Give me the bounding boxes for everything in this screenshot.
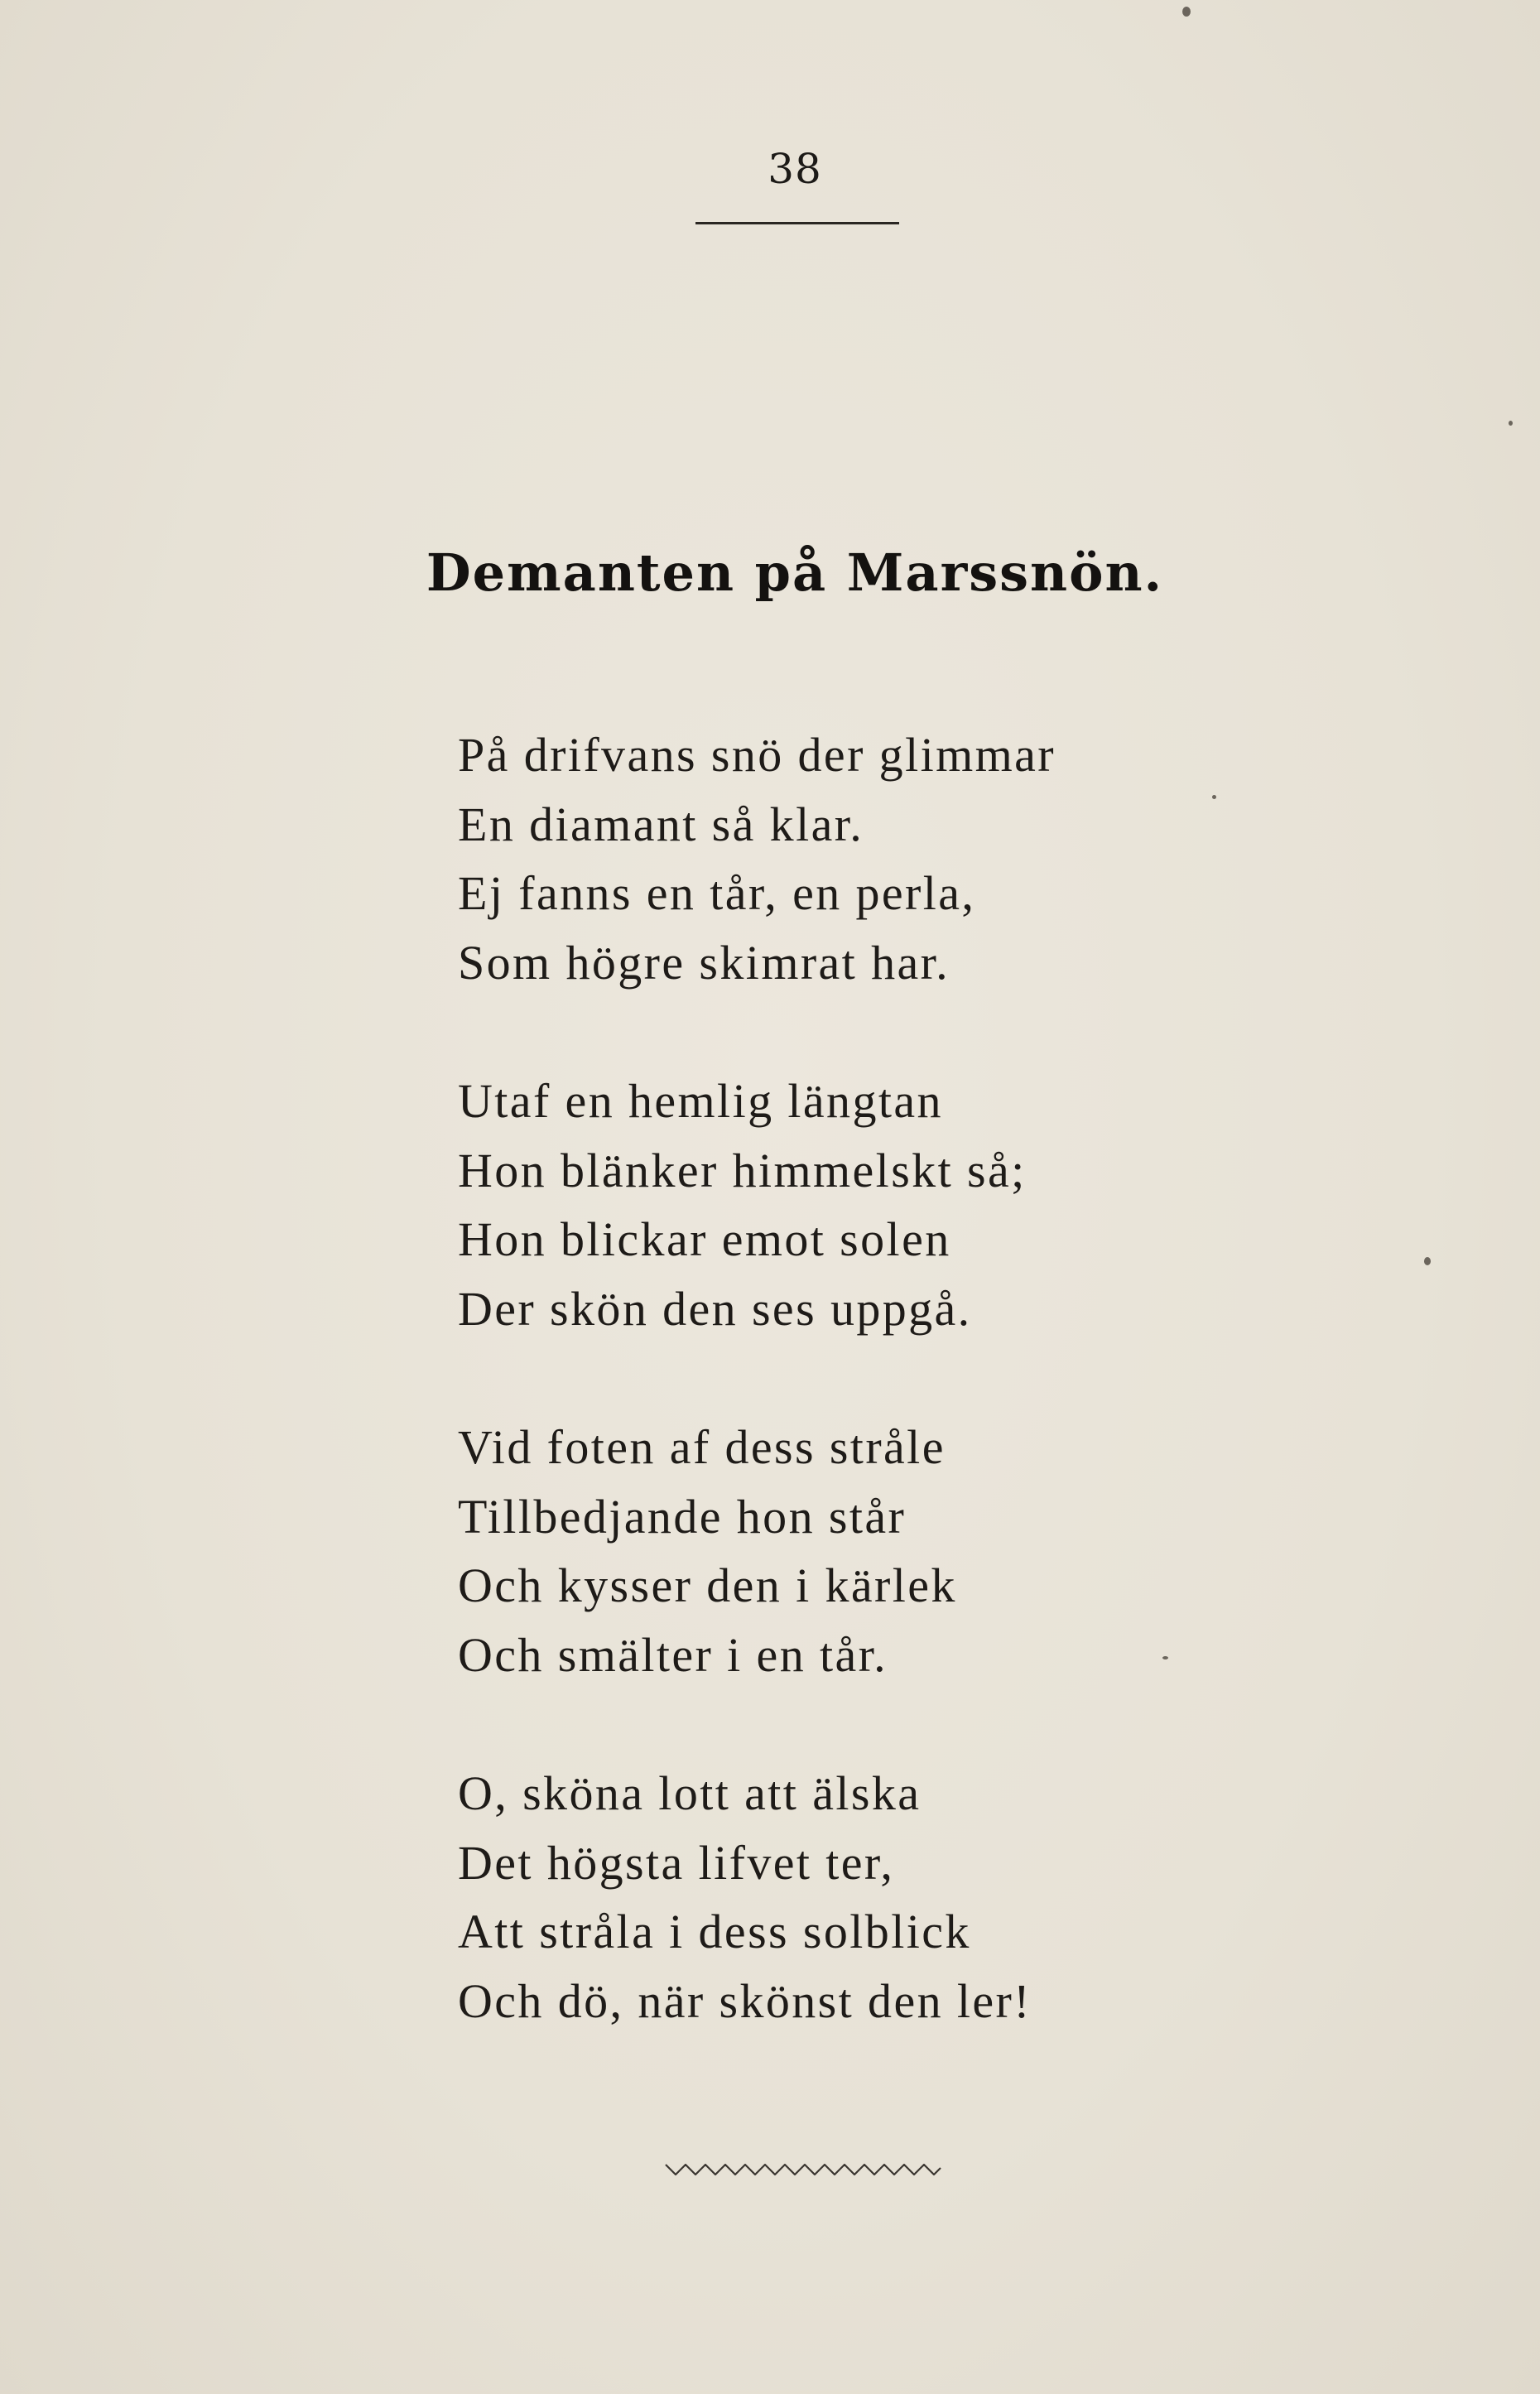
poem-line: Vid foten af dess stråle bbox=[458, 1420, 946, 1474]
poem-line: Och kysser den i kärlek bbox=[458, 1558, 957, 1612]
poem-line: Tillbedjande hon står bbox=[458, 1489, 907, 1544]
poem-line: O, sköna lott att älska bbox=[458, 1766, 922, 1820]
poem-line: Der skön den ses uppgå. bbox=[458, 1281, 972, 1336]
paper-speck bbox=[1509, 421, 1513, 426]
poem-line: Som högre skimrat har. bbox=[458, 935, 950, 990]
header-rule bbox=[695, 222, 899, 224]
poem-line: Hon blänker himmelskt så; bbox=[458, 1143, 1027, 1197]
paper-speck bbox=[1182, 7, 1191, 17]
poem-line: Och smälter i en tår. bbox=[458, 1627, 888, 1682]
stanza-4 bbox=[458, 1759, 1286, 2035]
paper-speck bbox=[1212, 795, 1216, 799]
poem-title: Demanten på Marssnön. bbox=[426, 542, 1164, 603]
poem-line: Ej fanns en tår, en perla, bbox=[458, 866, 976, 920]
poem-line: Att stråla i dess solblick bbox=[458, 1905, 971, 1958]
poem-line: Hon blickar emot solen bbox=[458, 1212, 951, 1266]
paper-speck bbox=[1424, 1257, 1431, 1265]
paper-speck bbox=[1162, 1656, 1168, 1659]
poem-line: Utaf en hemlig längtan bbox=[458, 1074, 943, 1128]
stanza-2 bbox=[458, 1067, 1286, 1343]
poem-line: En diamant så klar. bbox=[458, 797, 864, 851]
poem-line: På drifvans snö der glimmar bbox=[458, 728, 1056, 782]
poem-line: Och dö, när skönst den ler! bbox=[458, 1973, 1032, 2028]
wavy-line-ornament-icon bbox=[662, 2158, 944, 2180]
stanza-3 bbox=[458, 1413, 1286, 1689]
stanza-1 bbox=[458, 720, 1286, 997]
poem-line: Det högsta lifvet ter, bbox=[458, 1835, 895, 1890]
page-number: 38 bbox=[768, 145, 822, 193]
poem-body bbox=[458, 720, 1286, 2105]
